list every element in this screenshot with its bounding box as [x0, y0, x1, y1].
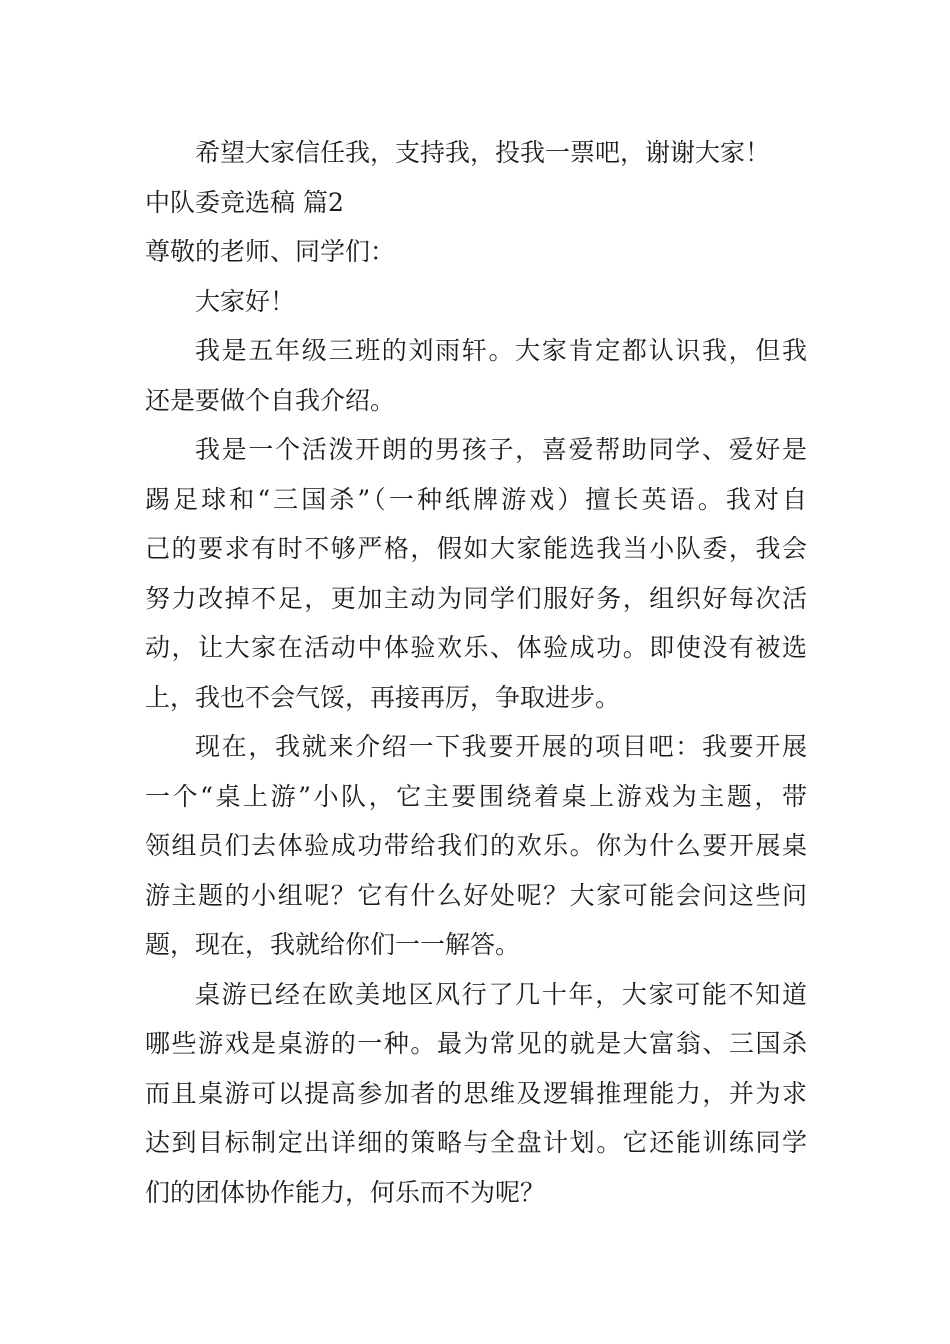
text-line: 现在，我就来介绍一下我要开展的项目吧：我要开展: [195, 732, 807, 761]
text-line: 动，让大家在活动中体验欢乐、体验成功。即使没有被选: [145, 633, 807, 662]
text-line: 努力改掉不足，更加主动为同学们服好务，组织好每次活: [145, 583, 807, 613]
text-line: 还是要做个自我介绍。: [145, 385, 396, 415]
document-body: [145, 128, 807, 1217]
text-line: 我是五年级三班的刘雨轩。大家肯定都认识我，但我: [195, 336, 807, 365]
text-line: 大家好！: [195, 286, 296, 316]
text-line: 我是一个活泼开朗的男孩子，喜爱帮助同学、爱好是: [195, 435, 807, 464]
text-line: 踢足球和“三国杀”（一种纸牌游戏）擅长英语。我对自: [145, 484, 807, 514]
text-line: 上，我也不会气馁，再接再厉，争取进步。: [145, 682, 621, 712]
text-line: 桌游已经在欧美地区风行了几十年，大家可能不知道: [195, 979, 807, 1009]
text-line: 游主题的小组呢？它有什么好处呢？大家可能会问这些问: [145, 880, 807, 910]
text-line: 己的要求有时不够严格，假如大家能选我当小队委，我会: [145, 534, 807, 563]
text-line: 希望大家信任我，支持我，投我一票吧，谢谢大家！: [195, 138, 771, 167]
text-line: 题，现在，我就给你们一一解答。: [145, 930, 521, 959]
text-line: 尊敬的老师、同学们：: [145, 237, 396, 266]
text-line: 一个“桌上游”小队，它主要围绕着桌上游戏为主题，带: [145, 781, 807, 811]
text-line: 而且桌游可以提高参加者的思维及逻辑推理能力，并为求: [145, 1078, 807, 1108]
text-line: 中队委竞选稿 篇2: [145, 187, 344, 217]
text-line: 达到目标制定出详细的策略与全盘计划。它还能训练同学: [145, 1128, 807, 1157]
text-line: 领组员们去体验成功带给我们的欢乐。你为什么要开展桌: [145, 831, 807, 860]
text-line: 们的团体协作能力，何乐而不为呢？: [145, 1177, 546, 1207]
text-line: 哪些游戏是桌游的一种。最为常见的就是大富翁、三国杀: [145, 1029, 807, 1058]
